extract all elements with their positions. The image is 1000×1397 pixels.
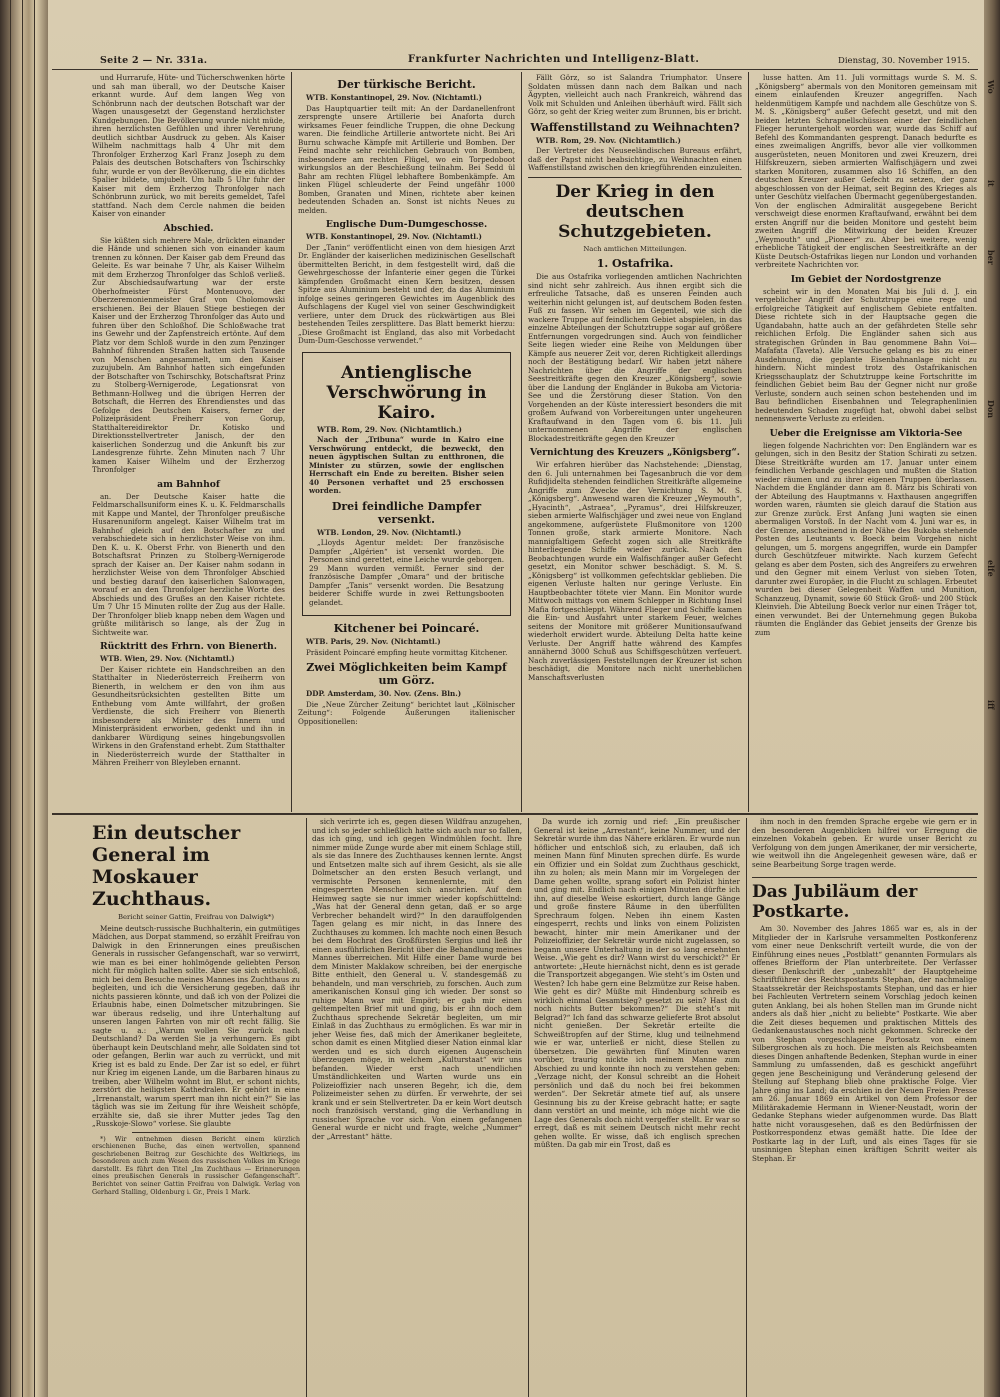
footnote: *) Wir entnehmen diesen Bericht einem kürzlich erschienenen Buche, das einen wertvollen, spannend geschriebenen Beitrag zur Geschichte des Weltkriegs, im besonderen auch zum Wesen des russischen Volkes im Kriege darstellt. Es führt den Titel „Im Zuchthaus — Erinnerungen eines preußischen Generals in russischer Gefangenschaft“. Berichtet von seiner Gattin Freifrau von Dalwigk. Verlag von Gerhard Stalling, Oldenburg i. Gr., Preis 1 Mark. <box>92 1134 300 1196</box>
section-heading: 1. Ostafrika. <box>596 257 674 270</box>
article-headline: Rücktritt des Frhrn. von Bienerth. <box>100 641 277 652</box>
article-text: Der Vertreter des Neuseeländischen Bureaus erfährt, daß der Papst nicht beabsichtige, zu Weihnachten einen Waffenstillstand zwischen den kriegführenden einzuleiten. <box>528 146 742 172</box>
article-headline: Zwei Möglichkeiten beim Kampf um Görz. <box>306 661 507 687</box>
edge-text: Don <box>986 400 996 419</box>
edge-text: Wo <box>986 80 996 94</box>
dateline: WTB. Konstantinopel, 29. Nov. (Nichtamtl.) <box>306 232 482 241</box>
article-text: Der „Tanin“ veröffentlicht einen von dem hiesigen Arzt Dr. Engländer der kaiserlichen medizinischen Gesellschaft übermittelten Bericht, in dem festgestellt wird, daß die Gewehrgeschosse der Infanterie einer gegen die Türkei kämpfenden Großmacht einen Kern besitzen, dessen Spitze aus Aluminium besteht und der, da das Aluminium infolge seines geringeren Gewichtes im Augenblick des Aufschlagens der Kugel viel von seiner Geschwindigkeit verliere, unter dem Druck des rückwärtigen aus Blei bestehenden Teiles zersplittere. Das Blatt bemerkt hierzu: „Diese Großmacht ist England, das also mit Vorbedacht Dum-Dum-Geschosse verwendet.“ <box>298 242 515 345</box>
dateline: WTB. Wien, 29. Nov. (Nichtamtl.) <box>100 654 235 663</box>
dateline: DDP. Amsterdam, 30. Nov. (Zens. Bln.) <box>306 689 462 698</box>
feuilleton-column-1 <box>92 818 300 1397</box>
article-text: Der Kaiser richtete ein Handschreiben an den Statthalter in Niederösterreich Freiherrn von Bienerth, in welchem er den von ihm aus Gesundheitsrücksichten gestellten Bitte um Enthebung vom Amte willfahrt, der großen Verdienste, die sich Freiherr von Bienerth insbesondere als Minister des Innern und Ministerpräsident erworben, gedenkt und ihn in dankbarer Würdigung seines hingebungsvollen Wirkens in den Grafenstand erhebt. Zum Statthalter in Niederösterreich wurde der Statthalter in Mähren Freiherr von Bleyleben ernannt. <box>92 664 285 767</box>
feuilleton-column-2 <box>312 818 522 1397</box>
column-1 <box>92 74 285 810</box>
newspaper-page <box>48 0 984 1397</box>
article-text: sich verirrte ich es, gegen diesen Wildfrau anzugehen, und ich so jeder schließlich hatte sich auch nur so fallen, das ich ging, und ich gegen Windmühlen focht. Ihre nimmer müde Zunge wurde aber mit einem Schlage still, als sie das Innere des Zuchthauses kennen lernte. Angst und Entsetzen malte sich auf ihrem Gesicht, als sie alle Dolmetscher an den ersten Besuch verlangt, und vermischte Personen kennenlernte, mit den eingesperrten Menschen sich anschrien. Auf dem Heimweg sagte sie nur immer wieder kopfschüttelnd: „Was hat der General denn getan, daß er so arge Verbrecher behandelt wird?“ In den darauffolgenden Tagen gelang es mir nicht, in das Innere des Zuchthauses zu kommen. Ich machte noch einen Besuch bei dem Hochrat des Großfürsten Sergius und ließ ihr einen ausführlichen Bericht über die Behandlung meines Mannes überreichen. Mit Hilfe einer Dame wurde bei dem Minister Maklakow schreiben, bei der energische Bitte enthielt, den General u. V. standesgemäß zu behandeln, und man verschrieb, zu forschen. Auch zum amerikanischen Konsul ging ich wieder. Der sonst so ruhige Mann war mit Empört; er gab mir einen geltempelten Brief mit und ging, bis er ihn doch dem Zuchthaus sprechende Sekretär begleiten, um mir Einlaß in das Zuchthaus zu ermöglichen. Es war mir in jeher Weise fies, daß mich der Amerikaner begleitete, schon damit es einen Mitglied dieser Nation einmal klar werden und es sich durch eigenen Augenschein überzeugen möge, in welchem „Kulturstaat“ wir uns befanden. Wieder erst nach unendlichen Umständlichkeiten und Warten wurde uns ein Polizeioffizier nach unseren Begehr, ich die, dem Polizeimeister sehen zu dürfen. Er verwehrte, der sei krank und er sein Stellvertreter. Da er kein Wort deutsch noch französisch verstand, ging die Verhandlung in russischer Sprache vor sich. Von einem gefangenen General wurde er nicht und fragte, welche „Nummer“ der „Arrestant“ hätte. <box>312 818 522 1141</box>
article-text: Meine deutsch-russische Buchhalterin, ein gutmütiges Mädchen, aus Dorpat stammend, so erzählt Freifrau von Dalwigk in den Erinnerungen eines preußischen Generals in russischer Gefangenschaft, war so verwirrt, wie man es bei einer hohlmögende geliebten Person nicht für möglich halten sollte. Aber sie sich entschloß, mich bei dem Besuche meines Mannes ins Zuchthaus zu begleiten, und ich die Versicherung gegeben, daß ihr nichts passieren könnte, und daß ich von der Polizei die Erlaubnis habe, einen Dolmetscher mitzubringen. Sie war überaus redselig, und ihre Unterhaltung auf unseren langen Fahrten von mir oft recht fällig. Sie sagte u. a.: „Warum wollen Sie zurück nach Deutschland? Da werden Sie ja verhungern. Es gibt überhaupt kein Deutschland mehr, alle Soldaten sind tot oder gefangen, Berlin war auch zu verrückt, und mit Krieg ist es bald zu Ende. Der Zar ist so edel, er führt nur Krieg im eigenen Lande, um die Barbaren hinaus zu treiben, aber Wilhelm wohnt im Blut, er schont nichts, zerstört die heiligsten Kathedralen. Er gehört in eine „Irrenanstalt, warum sperrt man ihn nicht ein?“ Sie las täglich was sie im Zeitung für ihre Weisheit schöpfe, erzählte sie, daß sie ihrer Mutter jedes Tag den „Russkoje-Slowo“ vorlese. Sie glaubte <box>92 923 300 1128</box>
section-heading: Ueber die Ereignisse am Viktoria-See <box>769 427 963 439</box>
newspaper-title: Frankfurter Nachrichten und Intelligenz-Blatt. <box>408 54 700 65</box>
feuilleton-column-3 <box>534 818 740 1397</box>
article-text: Präsident Poincaré empfing heute vormittag Kitchener. <box>306 647 508 657</box>
column-2 <box>298 74 515 810</box>
article-text: Sie küßten sich mehrere Male, drückten einander die Hände und schienen sich von einander kaum trennen zu können. Der Kaiser gab dem Freund das Geleite. Es war beinahe 7 Uhr, als Kaiser Wilhelm mit dem Erzherzog Thronfolger das Schloß verließ. Zur Abschiedsaufwartung war der erste Oberhofmeister Fürst Montenuovo, der Oberzeremonienmeister Graf von Cholomowski erschienen. Bei der Blauen Stiege bestiegen der Kaiser und der Erzherzog Thronfolger das Auto und fuhren über den Schloßhof. Die Schloßwache trat ins Gewehr und der Zapfenstreich ertönte. Auf dem Platz vor dem Schloß wurde in den zum Penzinger Bahnhof führenden Straßen hatten sich Tausende von Menschen angesammelt, um den Kaiser zuzujubeln. Am Bahnhof hatten sich eingefunden der Botschafter von Tschirschky, Botschaftsrat Prinz zu Stolberg-Wernigerode, Legationsrat von Bethmann-Hollweg und die übrigen Herren der Botschaft, die Herren des Ehrendienstes und das Gefolge des Deutschen Kaisers, ferner der Polizeipräsident Freiherr von Gorup, Statthaltereidirektor Dr. Kotisko und Direktionsstellvertreter Janisch, der den kaiserlichen Sonderzug und die Ankunft bis zur Landesgrenze führte. Zehn Minuten nach 7 Uhr kamen Kaiser Wilhelm und der Erzherzog Thronfolger <box>92 235 285 474</box>
article-text: Das Hauptquartier teilt mit: An der Dardanellenfront zersprengte unsere Artillerie bei Anaforta durch wirksames Feuer feindliche Truppen, die ohne Deckung waren. Die feindliche Artillerie antwortete nicht. Bei Ari Burnu schwache Kämpfe mit Artillerie und Bomben. Der Feind machte sehr reichlichen Gebrauch von Bomben, insbesondere am rechten Flügel, wo ein Torpedoboot wirkungslos an der Beschießung teilnahm. Bei Sedd ül Bahr am rechten Flügel lebhaftere Bombenkämpfe. Am linken Flügel schleuderte der Feind ungefähr 1000 Bomben, Granaten und Minen, richtete aber keinen bedeutenden Schaden an. Sonst ist nichts Neues zu melden. <box>298 103 515 215</box>
dateline: WTB. Paris, 29. Nov. (Nichtamtl.) <box>306 637 441 646</box>
article-subtitle: Nach amtlichen Mitteilungen. <box>583 244 687 253</box>
article-text: Am 30. November des Jahres 1865 war es, als in der Mitglieder der in Karlsruhe versammelten Postkonferenz vom einer neue Denkschrift verteilt wurde, die von der Einführung eines neues „Postblatt“ genannten Formulars als offenes Briefform der Plan unterbreitete. Der Verfasser dieser Denkschrift der „unbezahlt“ der Hauptgeheime Schriftführer des Rechtspostamts Stephan, der nachmalige Staatssekretär der Reichspostamts Stephan, und das er hier bei Fachleuten Vertretern seinem Vorschlag jedoch keinen guten Anklang, bei als hohen Stellen man im Grunde nicht anders als daß hier „nicht zu beliebte“ Postkarte. Wie aber die Zeit dieses bequemen und praktischen Mittels des Gedankenaustausches noch nicht gekommen. Schrecke der von Stephan vorgeschlagene Portosatz von einem Silbergroschen als zu hoch. Die meisten als Reichsbeamten dieses Dingen anhaftende Bedenken, Stephan wurde in einer Sammlung zu umfassenden, daß es geschickt angeführt gegen jene Bescheinigung und Veränderung gelesend der Stellung auf Stephang blieb ohne praktische Folge. Vier Jahre ging ins Land; da erschien in der Neuen Freien Presse am 26. Januar 1869 ein Artikel von dem Professor der Militärakademie Hermann in Wiener-Neustadt, worin der Gedanke Stephans wieder aufgenommen wurde. Das Blatt hatte nicht vorausgesehen, daß es den Bedürfnissen der Postkorrespondenz etwas gemäßt hatte. Die Idee der Postkarte lag in der Luft, und als eines Tages für sie unsinnigen Stephan einen kräftigen Schritt weiter als Stephan. Er <box>752 924 977 1163</box>
feuilleton-subtitle: Bericht seiner Gattin, Freifrau von Dalwigk*) <box>118 913 274 921</box>
article-headline: Waffenstillstand zu Weihnachten? <box>530 120 740 134</box>
article-text: an. Der Deutsche Kaiser hatte die Feldmarschallsuniform eines K. u. K. Feldmarschalls mit Kappe und Mantel, der Thronfolger preußische Husarenuniform angelegt. Kaiser Wilhelm trat im Bahnhof gleich auf den Botschafter zu und verabschiedete sich in herzlichster Weise von ihm. Den K. u. K. Oberst Frhr. von Bienerth und den Botschaftsrat Prinzen zu Stolberg-Wernigerode sprach der Kaiser an. Der Kaiser nahm sodann in herzlichster Weise von dem Thronfolger Abschied und bestieg darauf den kaiserlichen Salonwagen, worauf er an den Thronfolger herzliche Worte des Abschieds und des Grußes an den Kaiser richtete. Um 7 Uhr 15 Minuten rollte der Zug aus der Halle. Der Thronfolger blieb knapp neben dem Wagen und grüßte militärisch so lange, als der Zug in Sichtweite war. <box>92 491 285 637</box>
section-heading: am Bahnhof <box>157 478 220 490</box>
book-binding <box>0 0 48 1397</box>
adjacent-page-edge <box>984 0 1000 1397</box>
article-headline: Der Krieg in den deutschen Schutzgebieten. <box>555 181 715 242</box>
dateline: WTB. Rom, 29. Nov. (Nichtamtlich.) <box>536 135 681 145</box>
page-number: Seite 2 — Nr. 331a. <box>100 55 208 66</box>
edge-text: it <box>986 180 996 187</box>
article-text: ihm noch in den fremden Sprache ergebe wie gern er in den besonderen Augenblicken hilfrei vor Erregung die einzelnen Vokabeln geben. Er wurde unser Bericht zu Verfolgung von dem jungen Amerikaner, der mir versicherte, wie weitwoll ihn die Angelegenheit gewesen wäre, daß er seine Bearbeitung Sorge tragen werde. <box>752 818 977 869</box>
article-text: Wir erfahren hierüber das Nachstehende: „Dienstag, den 6. Juli unternahmen bei Tagesanbruch die vor dem Rufidjidelta stehenden feindlichen Streitkräfte allgemeine Angriffe zum Zwecke der Vernichtung S. M. S. „Königsberg“. Anwesend waren die Kreuzer „Weymouth“, „Hyacinth“, „Astraea“, „Pyramus“, drei Hilfskreuzer, sieben armierte Walfischjäger und zwei neue von England angekommene, aufgerüstete Flußmonitore von 1200 Tonnen große, stark armierte Monitore. Nach mannigfaltigem Gefecht zogen sich alle Streitkräfte hinterliegende Schiffe wieder zurück. Nach den Beobachtungen wurde ein Walfischfänger außer Gefecht gesetzt, ein Monitor schwer beschädigt. S. M. S. „Königsberg“ ist vollkommen gefechtsklar geblieben. Die eigenen Verluste halten nur geringe Verluste. Ein Hauptbeobachter tötete vier Mann. Ein Monitor wurde Mittwoch mittags von einem Schlepper in Richtung Insel Mafia fortgeschleppt. Während Flieger und Schiffe kamen die Ein- und Ausfahrt unter starkem Feuer, welches seitens der Monitore mit größerer Munitionsaufwand wiederholt erwidert wurde. Abteilung Delta hatte keine Verluste. Der Angriff hatte während des Kampfes annähernd 3000 Schuß aus Schiffsgeschützen verfeuert. Nach zuverlässigen Feststellungen der Kreuzer ist schon beschädigt, die Monitore nach nicht unerheblichen Manschaftsverlusten <box>528 460 742 682</box>
feuilleton-headline: Ein deutscher General im Moskauer Zuchthaus. <box>92 822 241 910</box>
dateline: WTB. London, 29. Nov. (Nichtamtl.) <box>317 527 462 537</box>
edge-text: elfe <box>986 560 996 577</box>
article-text: scheint wir in den Monaten Mai bis Juli d. J. ein vergeblicher Angriff der Schutztruppe eine rege und erfolgreiche Tätigkeit auf englischem Gebiete entfalten. Diese richtete sich in der Hauptsache gegen die Ugandabahn, hatte auch an der gefährdeten Stelle sehr reichlichen Erfolg. Die Engländer sahen sich aus strategischen Gründen in Bau genommene Bahn Voi—Mafafata (Taveta). Alle Versuche gelang es bis zu einer Ausdehnung, die geplante Eisenbahnanlage nicht zu hindern. Nicht mindest trotz des Ostafrikanischen Kriegsschauplatz der Schutztruppe keine Fortschritte im feindlichen Gebiet beim Bau der Gegner nicht nur große Verluste, sondern auch seinen schon bestehenden und im Bau befindlichen Eisenbahnen und Telegraphenlinien bedeutenden Schaden zugefügt hat, obwohl dabei selbst nennenswerte Verluste zu erleiden. <box>755 286 977 423</box>
article-text: „Lloyds Agentur meldet: Der französische Dampfer „Algérien“ ist versenkt worden. Die Personen sind gerettet, eine Leiche wurde geborgen. 29 Mann wurden vermißt. Ferner sind der französische Dampfer „Omara“ und der britische Dampfer „Tanis“ versenkt worden. Die Besatzung beiderer Schiffe wurde in zwei Rettungsbooten gelandet. <box>309 538 504 607</box>
article-headline: Kitchener bei Poincaré. <box>333 622 480 635</box>
article-text: liegen folgende Nachrichten vor: Den Engländern war es gelungen, sich in den Besitz der Station Schirati zu setzen. Diese Streitkräfte wurden am 17. Januar unter einem feindlichen Verbande geschlagen und mußten die Station wieder räumen und zu ihrer eigenen Truppen überlassen. Nachdem die Engländer dann am 8. März bis Schirati von der Abteilung des Hauptmanns v. Haxthausen angegriffen worden waren, räumten sie gleich darauf die Station aus zur Grenze zurück. Erst Anfang Juni wagten sie einen abermaligen Vorstoß. In der Nacht vom 4. Juni war es, in der Grenze, anscheinend in der Nähe des Bukoba stehende Posten des Leutnants v. Boeck beim Vorgehen nicht gelungen, um 5. morgens angegriffen, wurde ein Dampfer durch Geschützfeuer mitwirkte. Nach kurzem Gefecht gelang es aber dem Posten, sich des Angreifers zu erwehren und den Gegner mit einem Verlust von sieben Toten, darunter zwei Europäer, in die Flucht zu schlagen. Erbeutet wurden bei dieser Gelegenheit Waffen und Munition, Schanzzeug, Dynamit, sowie 60 Stück Groß- und 200 Stück Kleinvieh. Die Abteilung Boeck verlor nur einen Träger tot, einen verwundet. Bei der Unternehmung gegen Bukoba räumten die Engländer das Gebiet jenseits der Grenze bis zum <box>755 440 977 637</box>
article-text: Die aus Ostafrika vorliegenden amtlichen Nachrichten sind nicht sehr zahlreich. Aus ihnen ergibt sich die erfreuliche Tatsache, daß es unseren Feinden auch weiterhin nicht gelungen ist, auf deutschem Boden festen Fuß zu fassen. Wir sehen im Gegenteil, wie sich die wackere Truppe auf feindlichem Gebiet abspielen, in das einzelne Abteilungen der Schutztruppe sogar auf größere Entfernungen vorgedrungen sind. Auch von feindlicher Seite liegen wieder eine Reihe von Meldungen über Kämpfe aus neuerer Zeit vor, deren Richtigkeit allerdings noch der Bestätigung bedarf. Wir haben jetzt nähere Nachrichten über die Angriffe der englischen Seestreitkräfte gegen den Kreuzer „Königsberg“, sowie über die Landung der Engländer in Bukoba am Victoria-See und die Zerstörung dieser Station. Von den Vorgehenden an der Küste interessiert besonders die mit großem Aufwand von Vorbereitungen unter ungeheuren Kraftaufwand in den Tagen vom 6. bis 11. Juli unternommenen Angriffe der englischen Blockadestreitkräfte gegen den Kreuzer <box>528 272 742 443</box>
edge-text: ber <box>986 250 996 265</box>
article-text: Da wurde ich zornig und rief: „Ein preußischer General ist keine „Arrestant“, keine Nummer, und der Sekretär wurde ihm das Nähere erklären. Er wurde nun höflicher und entschloß sich, zu erlauben, daß ich meinen Mann fünf Minuten sprechen dürfe. Es wurde ein Offizier und ein Soldat zum Zuchthaus geschickt, ihn zu holen; als mein Mann mir im Vorgelegen der Dame gehen wollte, sprang sofort ein Polizist hinter und ging mit. Endlich nach einigen Minuten dürfte ich ihn, auf dieselbe Weise eskortiert, durch lange Gänge und große finstere Räume in den überfüllten Sprechraum folgen. Neben ihn einem Kasten eingesperrt, rechts und links von einem Polizisten bewacht, hinter mir mein Amerikaner und der Polizeioffizier, der Sekretär wurde nicht zugelassen, so begann unsere Unterhaltung in der so lang ersehnten Weise. „Wie geht es dir? Wann wirst du verschickt?“ Er antwortete: „Heute hiernächst nicht, denn es ist gerade die Transportzeit abgegangen. Wie steht’s im Osten und Westen? Ich habe gern eine Belzmütze zur Reise haben. Wie geht es dir? Müßte mit Hindenburg schreib es wirklich einmal Gesamtsieg? gesetzt zu sein? Hast du noch nichts Butter bekommen?“ Die steht’s mit Belgrad?“ Ich fand das schwarze gelieferte Brot absolut nicht genießen. Der Sekretär erteilte die Schweißtropfen auf der Stirne, klug und teilnehmend wie er war, unterließ er nicht, diese Stellen zu übersetzen. Die gewährten fünf Minuten waren vorüber, traurig nickte ich meinem Manne zum Abschied zu und konnte ihn noch zu verstehen geben: „Verzage nicht, der Konsul schreibt an die Hoheit persönlich und daß du noch bei frei bekommen werden“. Der Sekretär atmete tief auf, als unsere Gesinnung bis zu der Kreise gebracht hatte; er sagte dann verstört an und meinte, ich möge nicht wie die Lage des Generals doch nicht vergeffer stellt. Er war so erregt, daß es mit seinem Deutsch nicht mehr recht gehen wollte. Er wisse, daß ich englisch sprechen müßten. Da gab mir ein Trost, daß es <box>534 818 740 1149</box>
article-headline: Antienglische Verschwörung in Kairo. <box>326 362 487 423</box>
feuilleton-column-4 <box>752 818 977 1397</box>
article-headline: Englische Dum-Dumgeschosse. <box>325 219 488 230</box>
article-text: und Hurrarufe, Hüte- und Tücherschwenken hörte und sah man überall, wo der Deutsche Kaiser erkannt wurde. Auf dem langen Weg von Schönbrunn nach der deutschen Botschaft war der Wagen unausgesetzt der Gegenstand herzlichster Kundgebungen. Die Bevölkerung wurde nicht müde, ihren herzlichsten Gefühlen und ihrer Verehrung deutlich sichtbar Ausdruck zu geben. Als Kaiser Wilhelm nachmittags halb 4 Uhr mit dem Thronfolger Erzherzog Karl Franz Joseph zu dem Palais des deutschen Botschafters von Tschirschky fuhr, wurde er von der Bevölkerung, die ein dichtes Spalier bildete, umjubelt. Um halb 5 Uhr fuhr der Kaiser mit dem Erzherzog Thronfolger nach Schönbrunn zurück, wo mit bereits gemeldet, Tafel stattfand. Nach dem Cercle nahmen die beiden Kaiser von einander <box>92 74 285 218</box>
dateline: WTB. Konstantinopel, 29. Nov. (Nichtamtl.) <box>306 93 482 102</box>
edge-text: iff <box>986 700 996 710</box>
article-text: lusse hatten. Am 11. Juli vormittags wurde S. M. S. „Königsberg“ abermals von den Monitoren gemeinsam mit einem einlaufenden Kreuzer angegriffen. Nach heldenmütigem Kampfe und nachdem alle Geschütze von S. M. S. „Königsberg“ außer Gefecht gesetzt, und mit den beiden letzten Schrapnellschüssen einer der feindlichen Flieger heruntergeholt worden war, wurde das Schiff auf Befehl des Kommandanten gesprengt. Danach bedurfte es eines zweimaligen Angriffs, bevor alle vier vollkommen ausgerüsteten, neuen Monitoren und zwei Kreuzern, drei Hilfskreuzern, sieben armierten Walfischjägern und zwei starken Monitoren, zusammen also 16 Schiffen, an den deutschen Kreuzer außer Gefecht zu setzen, der ganz abgeschlossen von der Heimat, seit Beginn des Krieges als unter Geschütz vielfachen Übermacht gegenübergestanden. Von der englischen Admiralität ausgegebene Bericht verschweigt diese enormen Kraftaufwand, erwähnt bei dem ersten Angriff nur die beiden Monitore und gesteht beim zweiten Angriff die Mitwirkung der beiden Kreuzer „Weymouth“ und „Pioneer“ zu. Aber bei weitere, wenig erhebliche Tätigkeit der englischen Seestreitkräfte an der Küste Deutsch-Ostafrikas liegen nur London und vorhanden verbreitete Nachrichten vor. <box>755 74 977 269</box>
article-text: Nach der „Tribuna“ wurde in Kairo eine Verschwörung entdeckt, die bezweckt, den neuen ägyptischen Sultan zu entthronen, die Minister zu stürzen, sowie der englischen Herrschaft ein Ende zu bereiten. Bisher seien 40 Personen verhaftet und 25 erschossen worden. <box>309 435 504 495</box>
article-headline: Das Jubiläum der Postkarte. <box>752 882 918 922</box>
dateline: WTB. Rom, 29. Nov. (Nichtamtlich.) <box>317 424 462 434</box>
section-heading: Im Gebiet der Nordostgrenze <box>790 273 942 285</box>
article-headline: Der türkische Bericht. <box>337 78 476 91</box>
article-text: Die „Neue Zürcher Zeitung“ berichtet laut „Kölnischer Zeitung“: Folgende Äußerungen italienischer Oppositionellen: <box>298 699 515 726</box>
column-3 <box>528 74 742 810</box>
boxed-article <box>302 352 511 617</box>
section-heading: Vernichtung des Kreuzers „Königsberg“. <box>530 447 740 458</box>
article-headline: Drei feindliche Dampfer versenkt. <box>331 499 482 526</box>
column-4 <box>755 74 977 810</box>
article-text: Fällt Görz, so ist Salandra Triumphator. Unsere Soldaten müssen dann nach dem Balkan und nach Ägypten, vielleicht auch nach Frankreich, während das Volk mit Schulden und Anleihen überhäuft wird. Fällt sich Görz, so geht der Krieg weiter zum Brunnen, bis er bricht. <box>528 74 742 116</box>
section-heading: Abschied. <box>163 222 214 234</box>
issue-date: Dienstag, 30. November 1915. <box>838 56 970 66</box>
